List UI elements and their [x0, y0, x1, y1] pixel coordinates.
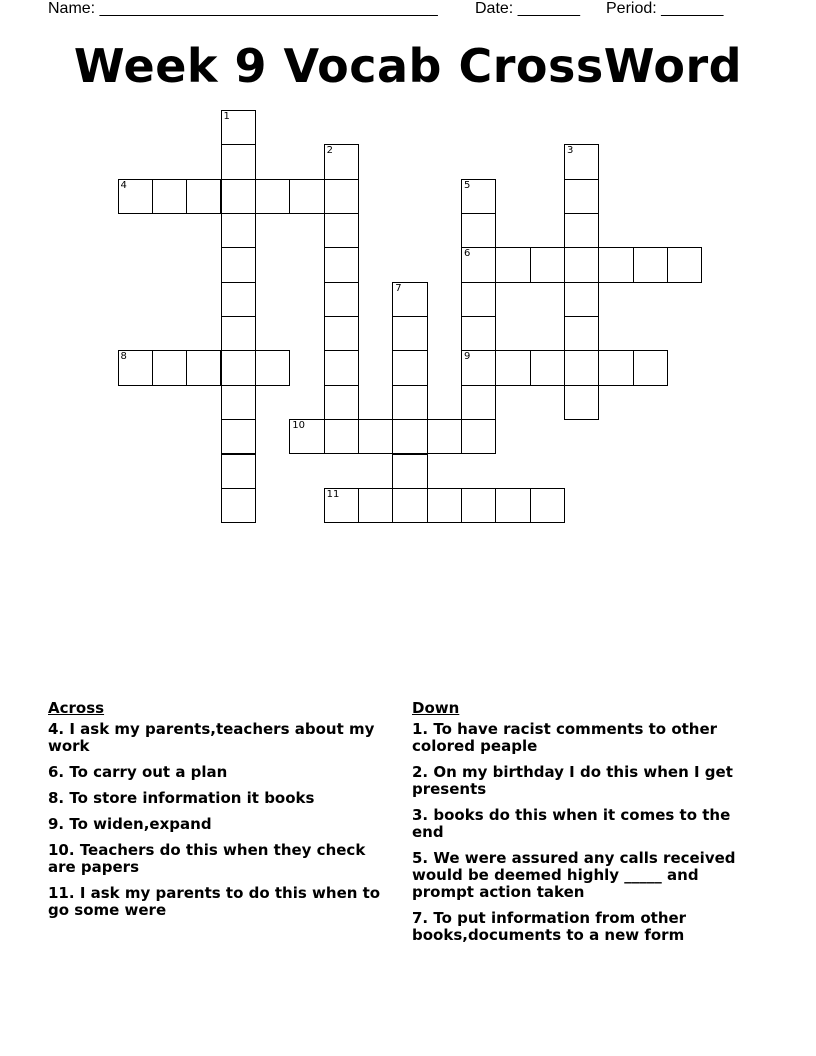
grid-cell[interactable]	[186, 179, 221, 214]
clue-number: 7.	[412, 909, 429, 927]
grid-cell[interactable]	[564, 282, 599, 317]
grid-cell[interactable]	[461, 316, 496, 351]
grid-cell[interactable]	[461, 419, 496, 454]
grid-cell[interactable]	[564, 385, 599, 420]
grid-cell[interactable]	[461, 385, 496, 420]
grid-cell[interactable]	[495, 350, 530, 385]
clue-text: To have racist comments to other colored peaple	[412, 720, 718, 755]
grid-cell[interactable]	[461, 282, 496, 317]
grid-cell[interactable]	[186, 350, 221, 385]
clue-text: We were assured any calls received would be deemed highly _____ and prompt action taken	[412, 849, 736, 901]
down-clue	[412, 721, 752, 755]
grid-cell[interactable]	[324, 350, 359, 385]
clue-text: On my birthday I do this when I get presents	[412, 763, 733, 798]
grid-cell[interactable]	[392, 488, 427, 523]
grid-cell[interactable]	[358, 419, 393, 454]
cell-number: 6	[464, 248, 471, 260]
grid-cell[interactable]	[221, 144, 256, 179]
clue-text: I ask my parents to do this when to go some were	[48, 884, 381, 919]
grid-cell[interactable]	[221, 488, 256, 523]
across-clue	[48, 842, 388, 876]
grid-cell[interactable]	[495, 488, 530, 523]
grid-cell[interactable]	[530, 247, 565, 282]
grid-cell[interactable]	[221, 419, 256, 454]
clue-text: Teachers do this when they check are papers	[48, 841, 366, 876]
clue-number: 8.	[48, 789, 65, 807]
grid-cell[interactable]	[392, 350, 427, 385]
clue-text: To carry out a plan	[69, 763, 228, 781]
clue-text: I ask my parents,teachers about my work	[48, 720, 375, 755]
grid-cell[interactable]	[324, 385, 359, 420]
grid-cell[interactable]	[564, 179, 599, 214]
grid-cell[interactable]	[221, 110, 256, 145]
grid-cell[interactable]	[255, 350, 290, 385]
grid-cell[interactable]	[461, 247, 496, 282]
grid-cell[interactable]	[152, 179, 187, 214]
clue-number: 9.	[48, 815, 65, 833]
across-clue	[48, 764, 388, 781]
cell-number: 11	[326, 488, 340, 500]
grid-cell[interactable]	[598, 247, 633, 282]
down-clue	[412, 910, 752, 944]
grid-cell[interactable]	[392, 419, 427, 454]
down-clue	[412, 807, 752, 841]
cell-number: 8	[120, 351, 127, 363]
cell-number: 3	[567, 145, 574, 157]
period-field: Period: _______	[606, 0, 724, 17]
page-title: Week 9 Vocab CrossWord	[73, 39, 743, 93]
grid-cell[interactable]	[358, 488, 393, 523]
grid-cell[interactable]	[324, 316, 359, 351]
grid-cell[interactable]	[392, 316, 427, 351]
clue-text: To widen,expand	[69, 815, 212, 833]
grid-cell[interactable]	[427, 488, 462, 523]
grid-cell[interactable]	[324, 179, 359, 214]
cell-number: 2	[326, 145, 333, 157]
grid-cell[interactable]	[461, 488, 496, 523]
clue-number: 3.	[412, 806, 429, 824]
down-clue	[412, 764, 752, 798]
grid-cell[interactable]	[221, 282, 256, 317]
grid-cell[interactable]	[564, 144, 599, 179]
grid-cell[interactable]	[289, 419, 324, 454]
grid-cell[interactable]	[324, 144, 359, 179]
grid-cell[interactable]	[392, 385, 427, 420]
grid-cell[interactable]	[221, 213, 256, 248]
grid-cell[interactable]	[598, 350, 633, 385]
down-clues	[412, 700, 752, 953]
grid-cell[interactable]	[633, 350, 668, 385]
grid-cell[interactable]	[118, 350, 153, 385]
grid-cell[interactable]	[324, 247, 359, 282]
grid-cell[interactable]	[221, 316, 256, 351]
grid-cell[interactable]	[324, 419, 359, 454]
clue-text: To put information from other books,documents to a new form	[412, 909, 687, 944]
across-clue	[48, 790, 388, 807]
grid-cell[interactable]	[427, 419, 462, 454]
clue-number: 1.	[412, 720, 429, 738]
down-heading: Down	[412, 699, 460, 717]
cell-number: 1	[223, 111, 230, 122]
grid-cell[interactable]	[324, 213, 359, 248]
grid-cell[interactable]	[667, 247, 702, 282]
grid-cell[interactable]	[324, 488, 359, 523]
grid-cell[interactable]	[392, 454, 427, 489]
grid-cell[interactable]	[152, 350, 187, 385]
clue-number: 6.	[48, 763, 65, 781]
cell-number: 4	[120, 179, 127, 191]
grid-cell[interactable]	[564, 350, 599, 385]
grid-cell[interactable]	[633, 247, 668, 282]
grid-cell[interactable]	[221, 179, 256, 214]
clue-number: 11.	[48, 884, 75, 902]
grid-cell[interactable]	[461, 179, 496, 214]
across-clue	[48, 721, 388, 755]
grid-cell[interactable]	[495, 247, 530, 282]
cell-number: 10	[292, 420, 305, 432]
grid-cell[interactable]	[564, 247, 599, 282]
cell-number: 5	[464, 179, 471, 191]
cell-number: 9	[464, 351, 471, 363]
grid-cell[interactable]	[289, 179, 324, 214]
cell-number: 7	[395, 282, 402, 294]
grid-cell[interactable]	[324, 282, 359, 317]
grid-cell[interactable]	[118, 179, 153, 214]
grid-cell[interactable]	[255, 179, 290, 214]
grid-cell[interactable]	[221, 385, 256, 420]
clue-number: 5.	[412, 849, 429, 867]
date-field: Date: _______	[475, 0, 580, 17]
clue-number: 2.	[412, 763, 429, 781]
down-clue	[412, 850, 752, 901]
across-clue	[48, 816, 388, 833]
clue-text: books do this when it comes to the end	[412, 806, 731, 841]
grid-cell[interactable]	[461, 350, 496, 385]
clue-number: 4.	[48, 720, 65, 738]
grid-cell[interactable]	[221, 247, 256, 282]
grid-cell[interactable]	[392, 282, 427, 317]
clue-number: 10.	[48, 841, 75, 859]
grid-cell[interactable]	[221, 350, 256, 385]
clue-text: To store information it books	[69, 789, 315, 807]
grid-cell[interactable]	[530, 350, 565, 385]
grid-cell[interactable]	[564, 316, 599, 351]
grid-cell[interactable]	[461, 213, 496, 248]
name-field: Name: ______________________________________	[48, 0, 438, 17]
grid-cell[interactable]	[564, 213, 599, 248]
across-clue	[48, 885, 388, 919]
across-heading: Across	[48, 699, 105, 717]
across-clues	[48, 700, 388, 928]
grid-cell[interactable]	[530, 488, 565, 523]
grid-cell[interactable]	[221, 454, 256, 489]
